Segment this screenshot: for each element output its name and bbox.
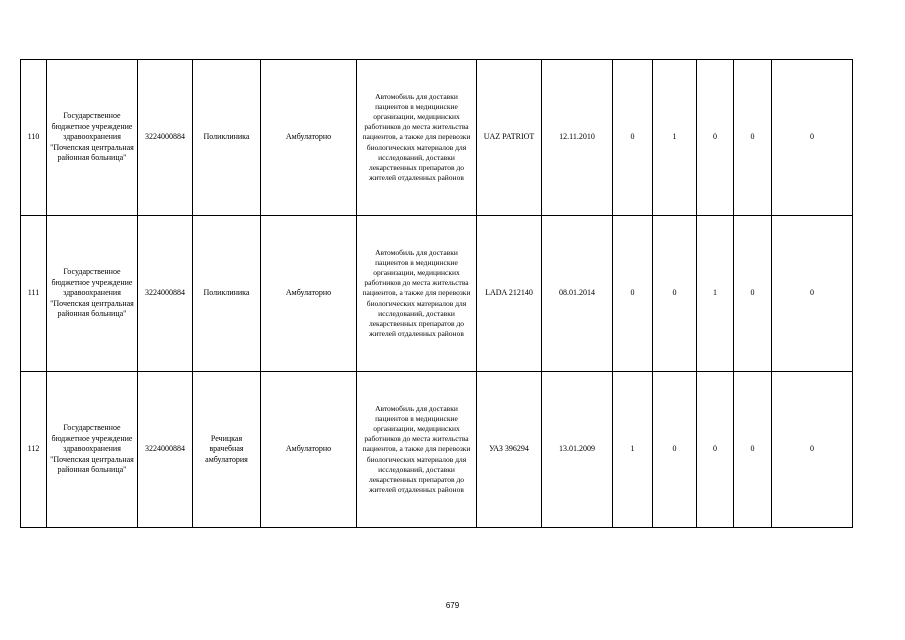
inn-cell: 3224000884 xyxy=(138,372,193,528)
row-number-cell: 110 xyxy=(21,60,47,216)
table-row xyxy=(21,372,853,528)
inn-cell: 3224000884 xyxy=(138,216,193,372)
page-number: 679 xyxy=(445,601,460,610)
count-cell-1: 0 xyxy=(613,216,653,372)
organization-cell: Государственное бюджетное учреждение здравоохранения "Почепская центральная районная больница" xyxy=(47,372,138,528)
registration-date-cell: 12.11.2010 xyxy=(542,60,613,216)
count-cell-5: 0 xyxy=(772,216,853,372)
care-conditions-cell: Амбулаторно xyxy=(261,372,357,528)
subdivision-cell: Поликлиника xyxy=(193,60,261,216)
organization-cell: Государственное бюджетное учреждение здравоохранения "Почепская центральная районная больница" xyxy=(47,60,138,216)
inn-cell: 3224000884 xyxy=(138,60,193,216)
count-cell-2: 0 xyxy=(653,216,697,372)
count-cell-3: 0 xyxy=(697,372,734,528)
table-row xyxy=(21,216,853,372)
count-cell-2: 0 xyxy=(653,372,697,528)
count-cell-2: 1 xyxy=(653,60,697,216)
count-cell-1: 1 xyxy=(613,372,653,528)
row-number-cell: 112 xyxy=(21,372,47,528)
count-cell-5: 0 xyxy=(772,372,853,528)
vehicle-model-cell: УАЗ 396294 xyxy=(477,372,542,528)
vehicle-purpose-cell: Автомобиль для доставки пациентов в медицинские организации, медицинских работников до места жительства пациентов, а также для перевозки биологических материалов для исследований, доставки лекарственных препаратов до жителей отдаленных районов xyxy=(357,60,477,216)
table-row xyxy=(21,60,853,216)
count-cell-4: 0 xyxy=(734,372,772,528)
count-cell-1: 0 xyxy=(613,60,653,216)
count-cell-5: 0 xyxy=(772,60,853,216)
subdivision-cell: Поликлиника xyxy=(193,216,261,372)
registration-date-cell: 08.01.2014 xyxy=(542,216,613,372)
count-cell-4: 0 xyxy=(734,60,772,216)
count-cell-3: 0 xyxy=(697,60,734,216)
subdivision-cell: Речицкая врачебная амбулатория xyxy=(193,372,261,528)
registration-date-cell: 13.01.2009 xyxy=(542,372,613,528)
organization-cell: Государственное бюджетное учреждение здравоохранения "Почепская центральная районная больница" xyxy=(47,216,138,372)
count-cell-4: 0 xyxy=(734,216,772,372)
vehicle-purpose-cell: Автомобиль для доставки пациентов в медицинские организации, медицинских работников до места жительства пациентов, а также для перевозки биологических материалов для исследований, доставки лекарственных препаратов до жителей отдаленных районов xyxy=(357,216,477,372)
vehicle-model-cell: LADA 212140 xyxy=(477,216,542,372)
vehicle-purpose-cell: Автомобиль для доставки пациентов в медицинские организации, медицинских работников до места жительства пациентов, а также для перевозки биологических материалов для исследований, доставки лекарственных препаратов до жителей отдаленных районов xyxy=(357,372,477,528)
care-conditions-cell: Амбулаторно xyxy=(261,216,357,372)
row-number-cell: 111 xyxy=(21,216,47,372)
count-cell-3: 1 xyxy=(697,216,734,372)
care-conditions-cell: Амбулаторно xyxy=(261,60,357,216)
vehicle-register-table xyxy=(20,59,853,528)
vehicle-model-cell: UAZ PATRIOT xyxy=(477,60,542,216)
